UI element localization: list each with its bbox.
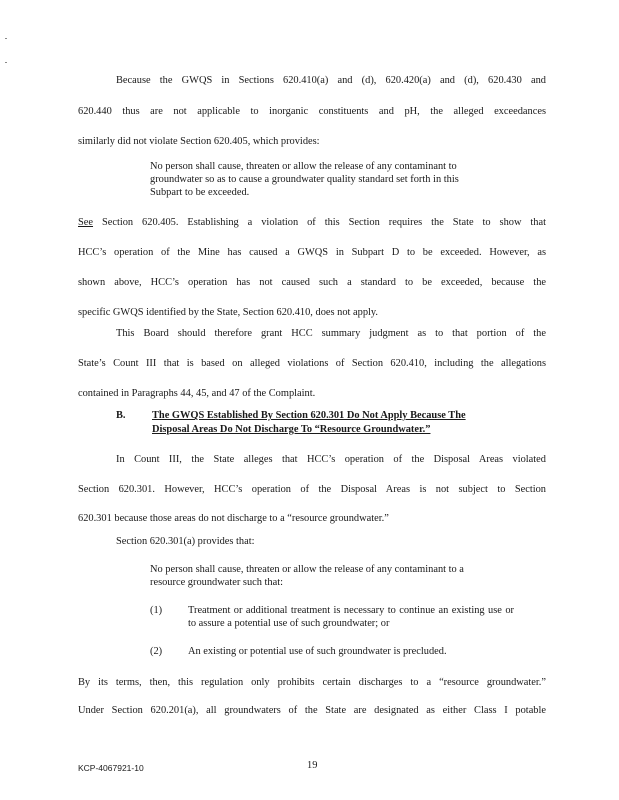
page-number: 19 [307, 760, 318, 771]
body-line: State’s Count III that is based on alleged violations of Section 620.410, including the allegations [78, 358, 546, 369]
body-line: Because the GWQS in Sections 620.410(a) and (d), 620.420(a) and (d), 620.430 and [116, 75, 546, 86]
body-line: contained in Paragraphs 44, 45, and 47 of the Complaint. [78, 388, 316, 399]
list-text: Treatment or additional treatment is necessary to continue an existing use or to assure a potential use of such groundwater; or [188, 605, 514, 629]
body-line [78, 216, 546, 229]
see-signal: See [78, 217, 94, 228]
block-quote: No person shall cause, threaten or allow the release of any contaminant to a resource groundwater such that: [150, 564, 464, 588]
body-line: HCC’s operation of the Mine has caused a GWQS in Subpart D to be exceeded. However, as [78, 247, 546, 258]
body-text: Section 620.405. Establishing a violation of this Section requires the State to show that [93, 217, 546, 228]
scan-mark [5, 38, 7, 39]
list-item [150, 604, 512, 630]
heading-line: Disposal Areas Do Not Discharge To “Resource Groundwater.” [152, 424, 431, 435]
body-line: similarly did not violate Section 620.405, which provides: [78, 136, 320, 147]
list-number: (2) [150, 646, 163, 657]
body-line: This Board should therefore grant HCC summary judgment as to that portion of the [116, 328, 546, 339]
list-number: (1) [150, 605, 163, 616]
list-item [150, 645, 512, 658]
body-line: In Count III, the State alleges that HCC’s operation of the Disposal Areas violated [116, 454, 546, 465]
scan-mark [5, 62, 7, 63]
body-line: shown above, HCC’s operation has not caused such a standard to be exceeded, because the [78, 277, 546, 288]
section-label: B. [116, 410, 126, 421]
body-line: 620.301 because those areas do not discharge to a “resource groundwater.” [78, 513, 389, 524]
heading-line: The GWQS Established By Section 620.301 Do Not Apply Because The [152, 410, 466, 421]
block-quote: No person shall cause, threaten or allow the release of any contaminant to groundwater so as to cause a groundwater quality standard set forth in this Subpart to be exceeded. [150, 161, 459, 198]
section-heading [116, 409, 466, 437]
body-line: 620.440 thus are not applicable to inorganic constituents and pH, the alleged exceedances [78, 106, 546, 117]
body-line: By its terms, then, this regulation only prohibits certain discharges to a “resource groundwater.” [78, 677, 546, 688]
body-line: specific GWQS identified by the State, Section 620.410, does not apply. [78, 307, 379, 318]
body-line: Section 620.301(a) provides that: [116, 536, 255, 547]
body-line: Section 620.301. However, HCC’s operation of the Disposal Areas is not subject to Section [78, 484, 546, 495]
list-text: An existing or potential use of such groundwater is precluded. [188, 646, 447, 657]
body-line: Under Section 620.201(a), all groundwaters of the State are designated as either Class I potable [78, 705, 546, 716]
document-id: KCP-4067921-10 [78, 763, 144, 773]
